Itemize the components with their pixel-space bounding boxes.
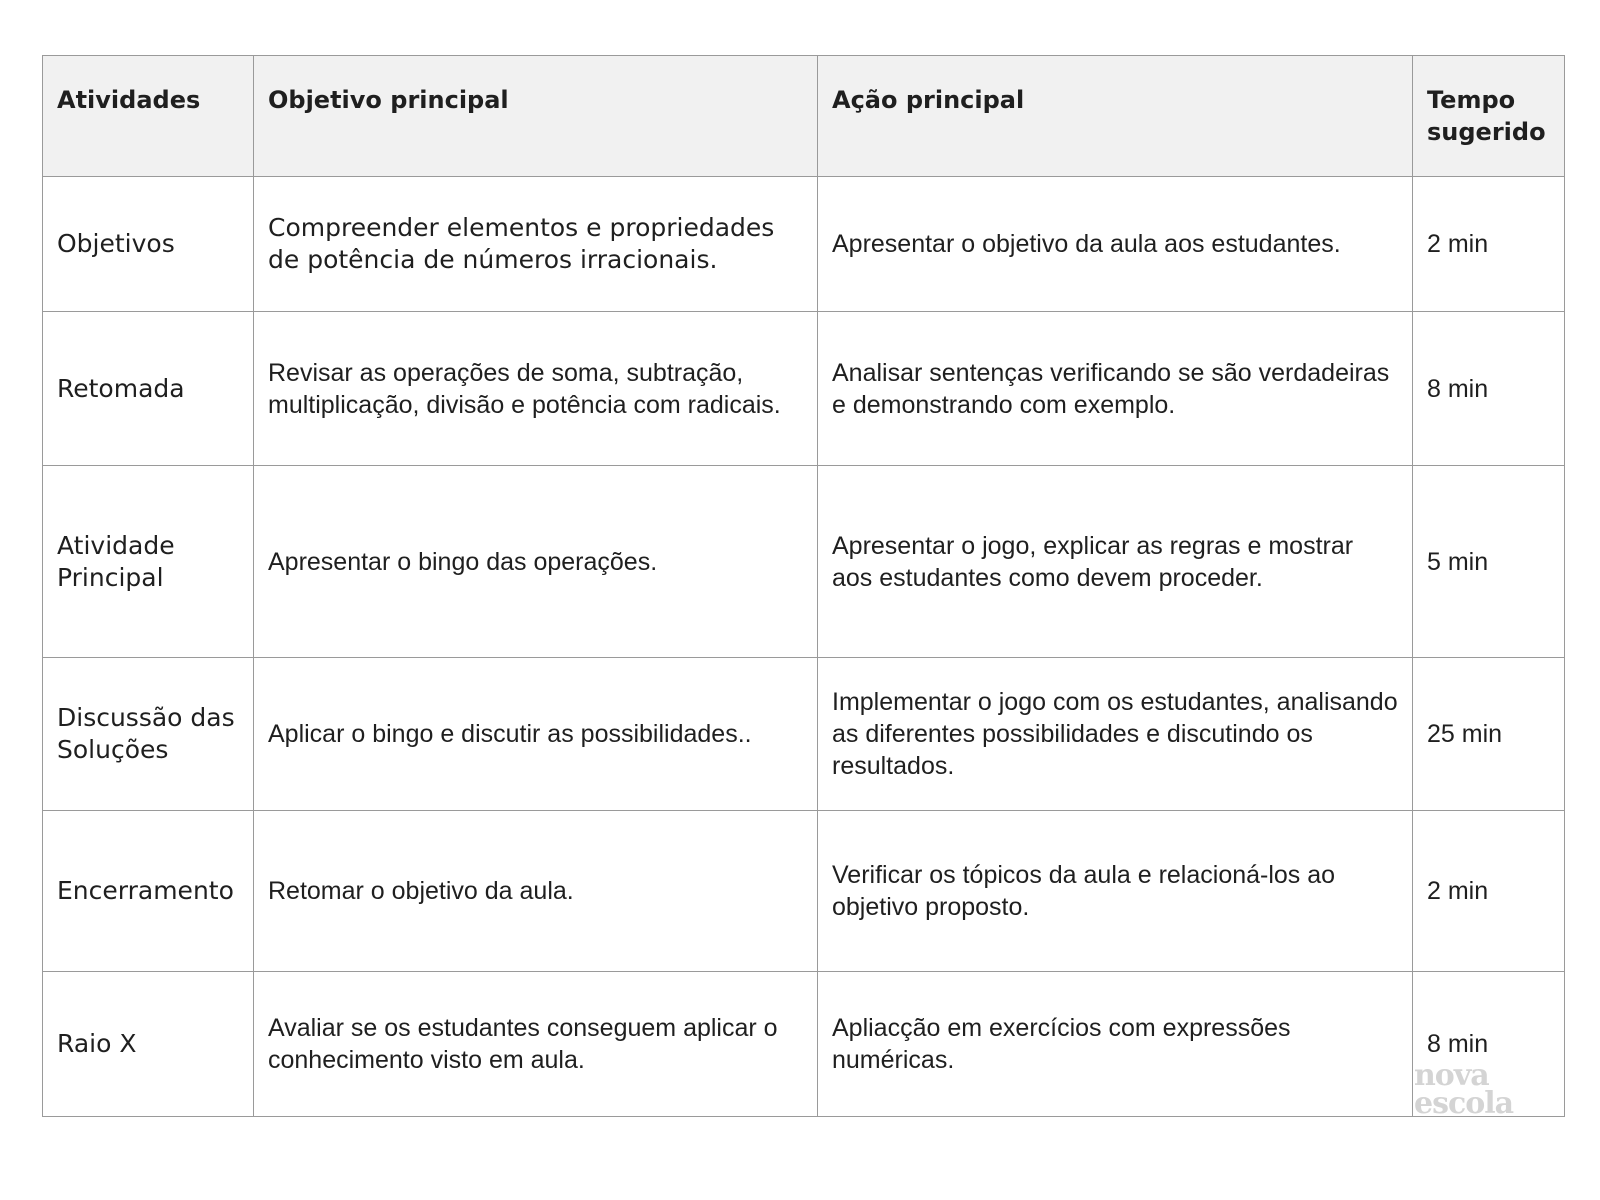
time-cell: 25 min: [1413, 658, 1565, 811]
objective-cell: Avaliar se os estudantes conseguem aplicar o conhecimento visto em aula.: [254, 972, 818, 1117]
activity-cell: Encerramento: [43, 811, 254, 972]
table-row: [43, 312, 1565, 466]
action-cell: Apresentar o objetivo da aula aos estudantes.: [818, 177, 1413, 312]
activity-cell: Retomada: [43, 312, 254, 466]
lesson-plan-table: [42, 55, 1565, 1121]
action-cell: Apresentar o jogo, explicar as regras e mostrar aos estudantes como devem proceder.: [818, 466, 1413, 658]
time-cell: 2 min: [1413, 811, 1565, 972]
table-header-row: [43, 56, 1565, 177]
action-cell: Apliacção em exercícios com expressões numéricas.: [818, 972, 1413, 1117]
objective-cell: Aplicar o bingo e discutir as possibilidades..: [254, 658, 818, 811]
objective-cell: Retomar o objetivo da aula.: [254, 811, 818, 972]
header-activities: Atividades: [43, 56, 254, 177]
time-cell: 5 min: [1413, 466, 1565, 658]
activity-cell: Raio X: [43, 972, 254, 1117]
time-cell: 8 min: [1413, 972, 1565, 1117]
header-suggested-time: Tempo sugerido: [1413, 56, 1565, 177]
objective-cell: Revisar as operações de soma, subtração, multiplicação, divisão e potência com radicais.: [254, 312, 818, 466]
table-row: [43, 466, 1565, 658]
nova-escola-watermark: [1414, 1058, 1544, 1121]
objective-cell: Apresentar o bingo das operações.: [254, 466, 818, 658]
activity-cell: Atividade Principal: [43, 466, 254, 658]
objective-cell: Compreender elementos e propriedades de potência de números irracionais.: [254, 177, 818, 312]
header-main-objective: Objetivo principal: [254, 56, 818, 177]
time-cell: 2 min: [1413, 177, 1565, 312]
table-row: [43, 177, 1565, 312]
table-row: [43, 658, 1565, 811]
activity-cell: Objetivos: [43, 177, 254, 312]
header-main-action: Ação principal: [818, 56, 1413, 177]
action-cell: Implementar o jogo com os estudantes, analisando as diferentes possibilidades e discutindo os resultados.: [818, 658, 1413, 811]
table-row: [43, 972, 1565, 1117]
watermark-line-1: nova: [1414, 1058, 1489, 1093]
action-cell: Verificar os tópicos da aula e relacioná-los ao objetivo proposto.: [818, 811, 1413, 972]
action-cell: Analisar sentenças verificando se são verdadeiras e demonstrando com exemplo.: [818, 312, 1413, 466]
time-cell: 8 min: [1413, 312, 1565, 466]
activity-cell: Discussão das Soluções: [43, 658, 254, 811]
watermark-line-2: escola: [1414, 1086, 1514, 1121]
table-row: [43, 811, 1565, 972]
